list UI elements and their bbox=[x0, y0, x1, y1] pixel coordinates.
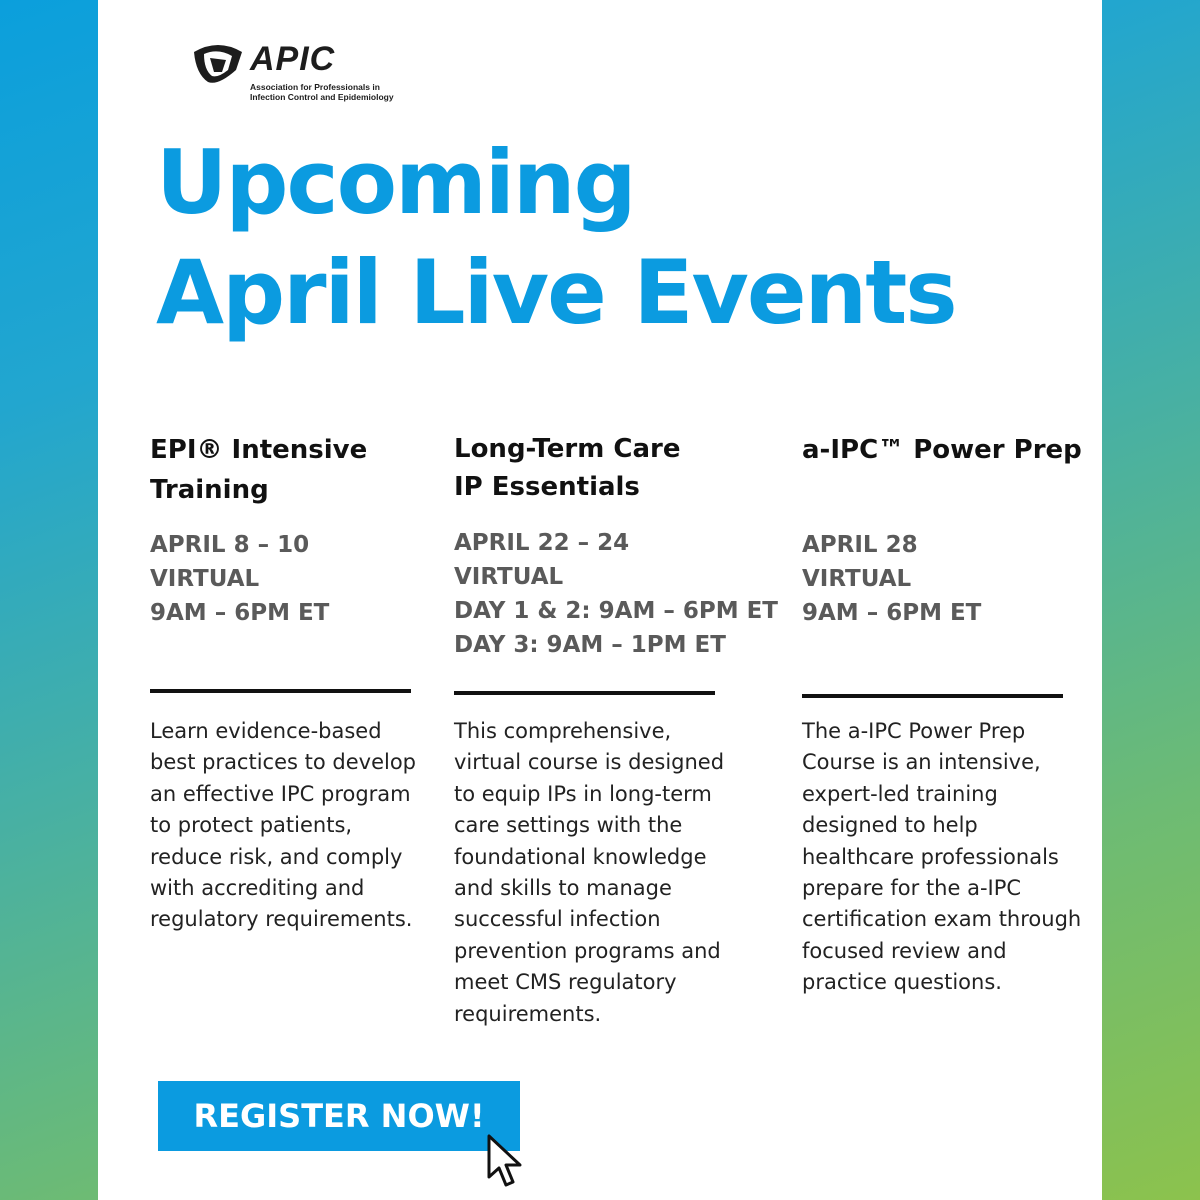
headline-line1: Upcoming bbox=[156, 131, 635, 234]
event-title bbox=[454, 430, 754, 506]
event-format: VIRTUAL bbox=[454, 564, 564, 590]
event-epi-intensive bbox=[150, 430, 450, 932]
event-title-line1: Long-Term Care bbox=[454, 434, 681, 464]
register-now-button[interactable]: REGISTER NOW! bbox=[158, 1081, 520, 1151]
event-format: VIRTUAL bbox=[802, 566, 912, 592]
event-aipc-power-prep bbox=[802, 430, 1102, 995]
apic-logo bbox=[190, 40, 420, 100]
event-date: APRIL 28 bbox=[802, 532, 918, 558]
event-title-line1: EPI® Intensive bbox=[150, 435, 368, 465]
logo-tagline-line1: Association for Professionals in bbox=[250, 82, 380, 92]
divider bbox=[454, 691, 715, 695]
headline-line2: April Live Events bbox=[156, 241, 956, 344]
divider bbox=[150, 689, 411, 693]
event-title-line1: a-IPC™ Power Prep bbox=[802, 435, 1082, 465]
event-time: 9AM – 6PM ET bbox=[150, 600, 330, 626]
event-description: Learn evidence-based best practices to develop an effective IPC program to protect patients, reduce risk, and comply with accrediting and regulatory requirements. bbox=[150, 719, 416, 932]
event-time-day3: DAY 3: 9AM – 1PM ET bbox=[454, 632, 726, 658]
event-title-line2: Training bbox=[150, 475, 269, 505]
event-ltc-ip-essentials bbox=[454, 430, 778, 1026]
page-headline bbox=[156, 128, 956, 348]
content-panel bbox=[98, 0, 1102, 1200]
event-time-day1-2: DAY 1 & 2: 9AM – 6PM ET bbox=[454, 598, 778, 624]
event-title bbox=[150, 430, 450, 510]
mouse-pointer-icon bbox=[486, 1133, 528, 1191]
event-format: VIRTUAL bbox=[150, 566, 260, 592]
apic-shield-icon bbox=[190, 40, 246, 90]
logo-tagline bbox=[250, 82, 430, 102]
event-date: APRIL 8 – 10 bbox=[150, 532, 310, 558]
event-title-line2: IP Essentials bbox=[454, 472, 640, 502]
event-title bbox=[802, 430, 1102, 470]
event-description: The a-IPC Power Prep Course is an intensive, expert-led training designed to help healthcare professionals prepare for the a-IPC certification exam through focused review and practice questions. bbox=[802, 719, 1082, 995]
event-description: This comprehensive, virtual course is designed to equip IPs in long-term care settings with the foundational knowledge and skills to manage successful infection prevention programs and meet CMS regulatory requirements. bbox=[454, 719, 725, 1026]
event-time: 9AM – 6PM ET bbox=[802, 600, 982, 626]
event-date: APRIL 22 – 24 bbox=[454, 530, 630, 556]
event-details bbox=[150, 528, 329, 630]
logo-wordmark: APIC bbox=[250, 40, 336, 78]
logo-tagline-line2: Infection Control and Epidemiology bbox=[250, 92, 394, 102]
divider bbox=[802, 694, 1063, 698]
event-details bbox=[802, 528, 981, 630]
event-details bbox=[454, 526, 778, 662]
